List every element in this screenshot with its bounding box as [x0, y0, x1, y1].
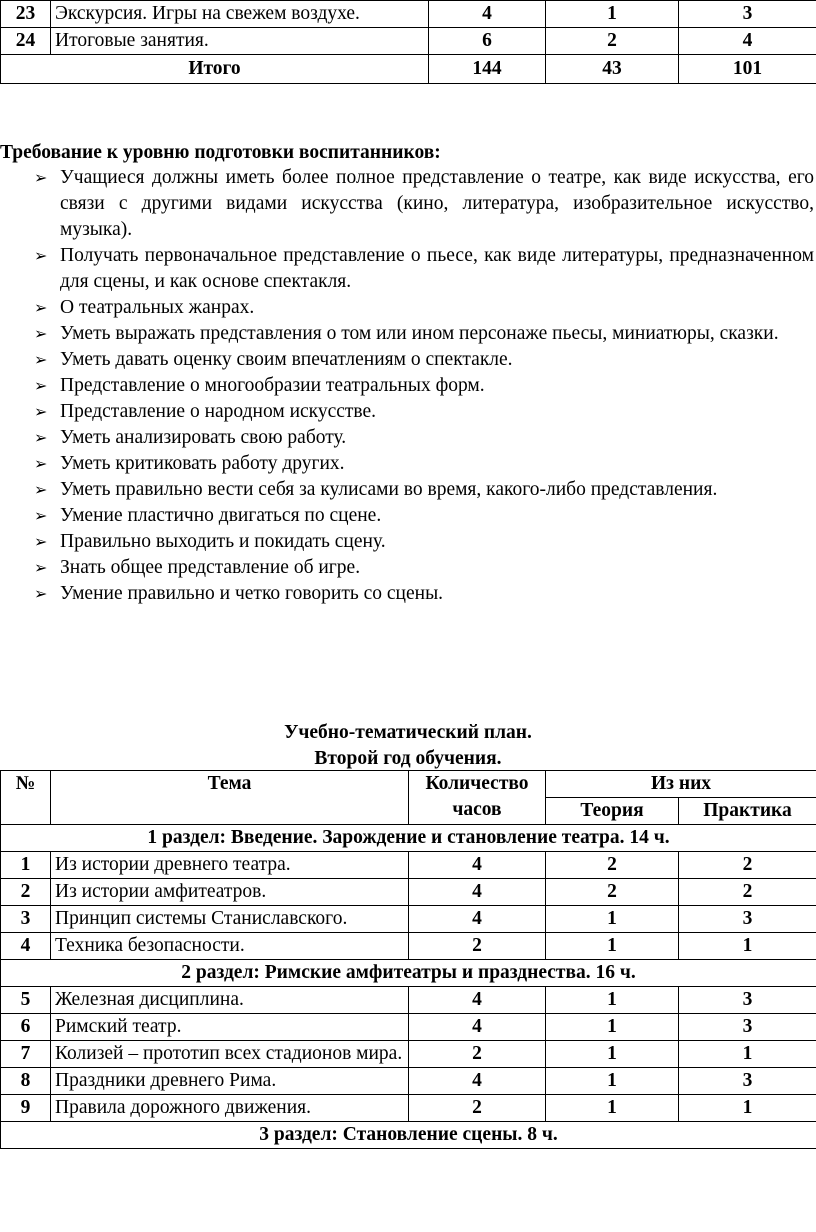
section-row [1, 960, 816, 987]
list-item-text: Знать общее представление об игре. [60, 557, 361, 578]
row-topic: Техника безопасности. [51, 933, 409, 960]
table-row [1, 933, 816, 960]
row-practice: 2 [679, 879, 816, 906]
list-item-text: Уметь давать оценку своим впечатлениям о спектакле. [60, 349, 513, 370]
list-item-text: Умение пластично двигаться по сцене. [60, 505, 382, 526]
section-title: 3 раздел: Становление сцены. 8 ч. [1, 1122, 816, 1149]
arrow-bullet-icon: ➢ [34, 298, 48, 317]
row-number: 7 [1, 1041, 51, 1068]
header-row [1, 771, 816, 798]
list-item-text: Уметь критиковать работу других. [60, 453, 345, 474]
row-practice: 1 [679, 1095, 816, 1122]
row-topic: Праздники древнего Рима. [51, 1068, 409, 1095]
row-number: 24 [1, 28, 51, 55]
row-topic: Принцип системы Станиславского. [51, 906, 409, 933]
list-item [0, 295, 816, 321]
requirements-list [0, 165, 816, 607]
arrow-bullet-icon: ➢ [34, 376, 48, 395]
header-practice: Практика [679, 798, 816, 825]
row-practice: 3 [679, 1, 816, 28]
list-item [0, 503, 816, 529]
row-practice: 3 [679, 906, 816, 933]
row-hours: 6 [429, 28, 546, 55]
row-topic: Колизей – прототип всех стадионов мира. [51, 1041, 409, 1068]
plan-subtitle: Второй год обучения. [314, 748, 502, 769]
list-item [0, 425, 816, 451]
list-item [0, 451, 816, 477]
list-item-text: Уметь анализировать свою работу. [60, 427, 347, 448]
row-number: 2 [1, 879, 51, 906]
list-item-text: Представление о многообразии театральных форм. [60, 375, 485, 396]
list-item-text: Умение правильно и четко говорить со сцены. [60, 583, 444, 604]
list-item-text: Правильно выходить и покидать сцену. [60, 531, 386, 552]
row-theory: 2 [546, 879, 679, 906]
row-topic: Экскурсия. Игры на свежем воздухе. [51, 1, 429, 28]
total-theory: 43 [546, 55, 679, 84]
list-item [0, 243, 816, 295]
requirements-title: Требование к уровню подготовки воспитанников: [0, 142, 441, 163]
arrow-bullet-icon: ➢ [34, 558, 48, 577]
table-row [1, 852, 816, 879]
table-row [1, 1014, 816, 1041]
header-of-them: Из них [546, 771, 816, 798]
row-theory: 1 [546, 906, 679, 933]
list-item [0, 529, 816, 555]
row-theory: 1 [546, 1095, 679, 1122]
list-item-text: Уметь правильно вести себя за кулисами во время, какого-либо представления. [60, 479, 718, 500]
row-hours: 4 [429, 1, 546, 28]
arrow-bullet-icon: ➢ [34, 428, 48, 447]
row-topic: Железная дисциплина. [51, 987, 409, 1014]
row-hours: 2 [409, 1041, 546, 1068]
arrow-bullet-icon: ➢ [34, 454, 48, 473]
arrow-bullet-icon: ➢ [34, 584, 48, 603]
row-topic: Из истории древнего театра. [51, 852, 409, 879]
row-number: 23 [1, 1, 51, 28]
arrow-bullet-icon: ➢ [34, 402, 48, 421]
second-year-plan-table [0, 770, 816, 1149]
header-theory: Теория [546, 798, 679, 825]
row-number: 1 [1, 852, 51, 879]
row-theory: 1 [546, 933, 679, 960]
row-practice: 3 [679, 1068, 816, 1095]
row-number: 4 [1, 933, 51, 960]
list-item [0, 373, 816, 399]
table-row [1, 1068, 816, 1095]
row-theory: 1 [546, 1014, 679, 1041]
row-hours: 4 [409, 1014, 546, 1041]
row-number: 6 [1, 1014, 51, 1041]
total-practice: 101 [679, 55, 816, 84]
row-practice: 3 [679, 987, 816, 1014]
table-row [1, 1041, 816, 1068]
list-item [0, 165, 816, 243]
list-item-text: О театральных жанрах. [60, 297, 255, 318]
row-theory: 1 [546, 1041, 679, 1068]
plan-heading [0, 720, 816, 772]
list-item [0, 399, 816, 425]
list-item [0, 347, 816, 373]
list-item [0, 321, 816, 347]
row-hours: 4 [409, 906, 546, 933]
row-topic: Римский театр. [51, 1014, 409, 1041]
row-theory: 1 [546, 1068, 679, 1095]
table-row [1, 987, 816, 1014]
list-item [0, 555, 816, 581]
row-theory: 2 [546, 28, 679, 55]
table-row [1, 1095, 816, 1122]
arrow-bullet-icon: ➢ [34, 350, 48, 369]
list-item-text: Уметь выражать представления о том или ином персонаже пьесы, миниатюры, сказки. [60, 323, 779, 344]
first-year-table-tail [0, 0, 816, 84]
header-topic: Тема [51, 771, 409, 825]
list-item-text: Учащиеся должны иметь более полное представление о театре, как виде искусства, его связи с другими видами искусства (кино, литература, изобразительное искусство, музыка). [60, 167, 814, 240]
row-theory: 2 [546, 852, 679, 879]
row-hours: 4 [409, 1068, 546, 1095]
row-hours: 4 [409, 852, 546, 879]
table-row [1, 1, 816, 28]
total-row [1, 55, 816, 84]
row-hours: 2 [409, 933, 546, 960]
header-number: № [1, 771, 51, 825]
row-practice: 3 [679, 1014, 816, 1041]
row-practice: 1 [679, 933, 816, 960]
list-item [0, 477, 816, 503]
section-title: 2 раздел: Римские амфитеатры и празднества. 16 ч. [1, 960, 816, 987]
row-topic: Из истории амфитеатров. [51, 879, 409, 906]
section-row [1, 825, 816, 852]
list-item-text: Представление о народном искусстве. [60, 401, 377, 422]
row-number: 8 [1, 1068, 51, 1095]
total-label: Итого [1, 55, 429, 84]
row-hours: 4 [409, 879, 546, 906]
list-item [0, 581, 816, 607]
arrow-bullet-icon: ➢ [34, 506, 48, 525]
row-number: 9 [1, 1095, 51, 1122]
row-theory: 1 [546, 1, 679, 28]
row-hours: 4 [409, 987, 546, 1014]
row-practice: 4 [679, 28, 816, 55]
row-topic: Итоговые занятия. [51, 28, 429, 55]
row-theory: 1 [546, 987, 679, 1014]
arrow-bullet-icon: ➢ [34, 480, 48, 499]
section-title: 1 раздел: Введение. Зарождение и становление театра. 14 ч. [1, 825, 816, 852]
arrow-bullet-icon: ➢ [34, 246, 48, 265]
table-row [1, 879, 816, 906]
row-practice: 1 [679, 1041, 816, 1068]
table-row [1, 906, 816, 933]
arrow-bullet-icon: ➢ [34, 324, 48, 343]
header-hours: Количество часов [409, 771, 546, 825]
row-practice: 2 [679, 852, 816, 879]
row-number: 3 [1, 906, 51, 933]
plan-title: Учебно-тематический план. [284, 722, 532, 743]
total-hours: 144 [429, 55, 546, 84]
list-item-text: Получать первоначальное представление о пьесе, как виде литературы, предназначенном для сцены, и как основе спектакля. [60, 245, 814, 292]
arrow-bullet-icon: ➢ [34, 168, 48, 187]
row-topic: Правила дорожного движения. [51, 1095, 409, 1122]
section-row [1, 1122, 816, 1149]
table-row [1, 28, 816, 55]
arrow-bullet-icon: ➢ [34, 532, 48, 551]
row-number: 5 [1, 987, 51, 1014]
row-hours: 2 [409, 1095, 546, 1122]
